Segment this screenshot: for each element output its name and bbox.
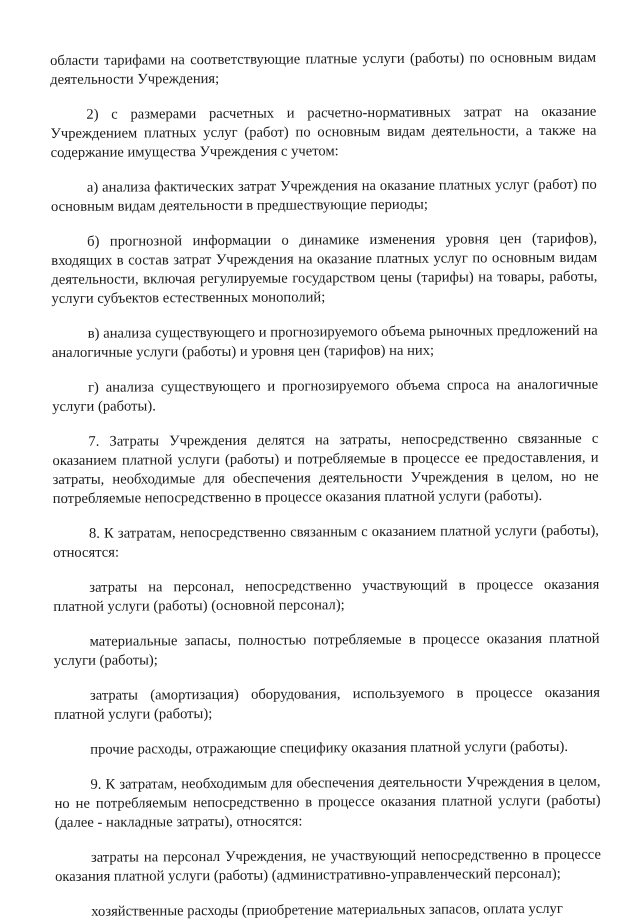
paragraph-subitem-a: а) анализа фактических затрат Учреждения на оказание платных услуг (работ) по основным видам деятельности в предшествующие периоды; (50, 176, 597, 215)
paragraph-item-2: 2) с размерами расчетных и расчетно-нормативных затрат на оказание Учреждением платных услуг (работ) по основным видам деятельности, а также на содержание имущества Учреждения с учетом: (50, 103, 597, 161)
document-body (50, 49, 601, 922)
paragraph-subitem-v: в) анализа существующего и прогнозируемого объема рыночных предложений на аналогичные услуги (работы) и уровня цен (тарифов) на них; (51, 322, 598, 361)
paragraph-subitem-g: г) анализа существующего и прогнозируемого объема спроса на аналогичные услуги (работы). (52, 376, 599, 415)
paragraph-overhead-household: хозяйственные расходы (приобретение материальных запасов, оплата услуг (91, 900, 563, 920)
paragraph-direct-cost-materials: материальные запасы, полностью потребляемые в процессе оказания платной услуги (работы); (53, 630, 600, 669)
paragraph-clause-9: 9. К затратам, необходимым для обеспечения деятельности Учреждения в целом, но не потребляемым непосредственно в процессе оказания платной услуги (работы) (далее - накладные затраты), относятся: (54, 773, 601, 831)
paragraph-overhead-personnel: затраты на персонал Учреждения, не участвующий непосредственно в процессе оказания платной услуги (работы) (административно-управленческий персонал); (54, 846, 601, 885)
paragraph-continuation: области тарифами на соответствующие платные услуги (работы) по основным видам деятельности Учреждения; (50, 49, 597, 88)
paragraph-clause-8: 8. К затратам, непосредственно связанным с оказанием платной услуги (работы), относятся: (53, 522, 599, 561)
paragraph-direct-cost-personnel: затраты на персонал, непосредственно участвующий в процессе оказания платной услуги (работы) (основной персонал); (53, 576, 600, 615)
paragraph-direct-cost-equipment: затраты (амортизация) оборудования, используемого в процессе оказания платной услуги (работы); (54, 684, 600, 723)
paragraph-subitem-b: б) прогнозной информации о динамике изменения уровня цен (тарифов), входящих в состав затрат Учреждения на оказание платных услуг по основным видам деятельности, включая регулируемые государством цены (тарифы) на товары, работы, услуги субъектов естественных монополий; (51, 230, 598, 307)
paragraph-clause-7: 7. Затраты Учреждения делятся на затраты, непосредственно связанные с оказанием платной услуги (работы) и потребляемые в процессе ее предоставления, и затраты, необходимые для обеспечения деятельности Учреждения в целом, но не потребляемые непосредственно в процессе оказания платной услуги (работы). (52, 430, 599, 507)
paragraph-direct-cost-other: прочие расходы, отражающие специфику оказания платной услуги (работы). (90, 738, 569, 758)
